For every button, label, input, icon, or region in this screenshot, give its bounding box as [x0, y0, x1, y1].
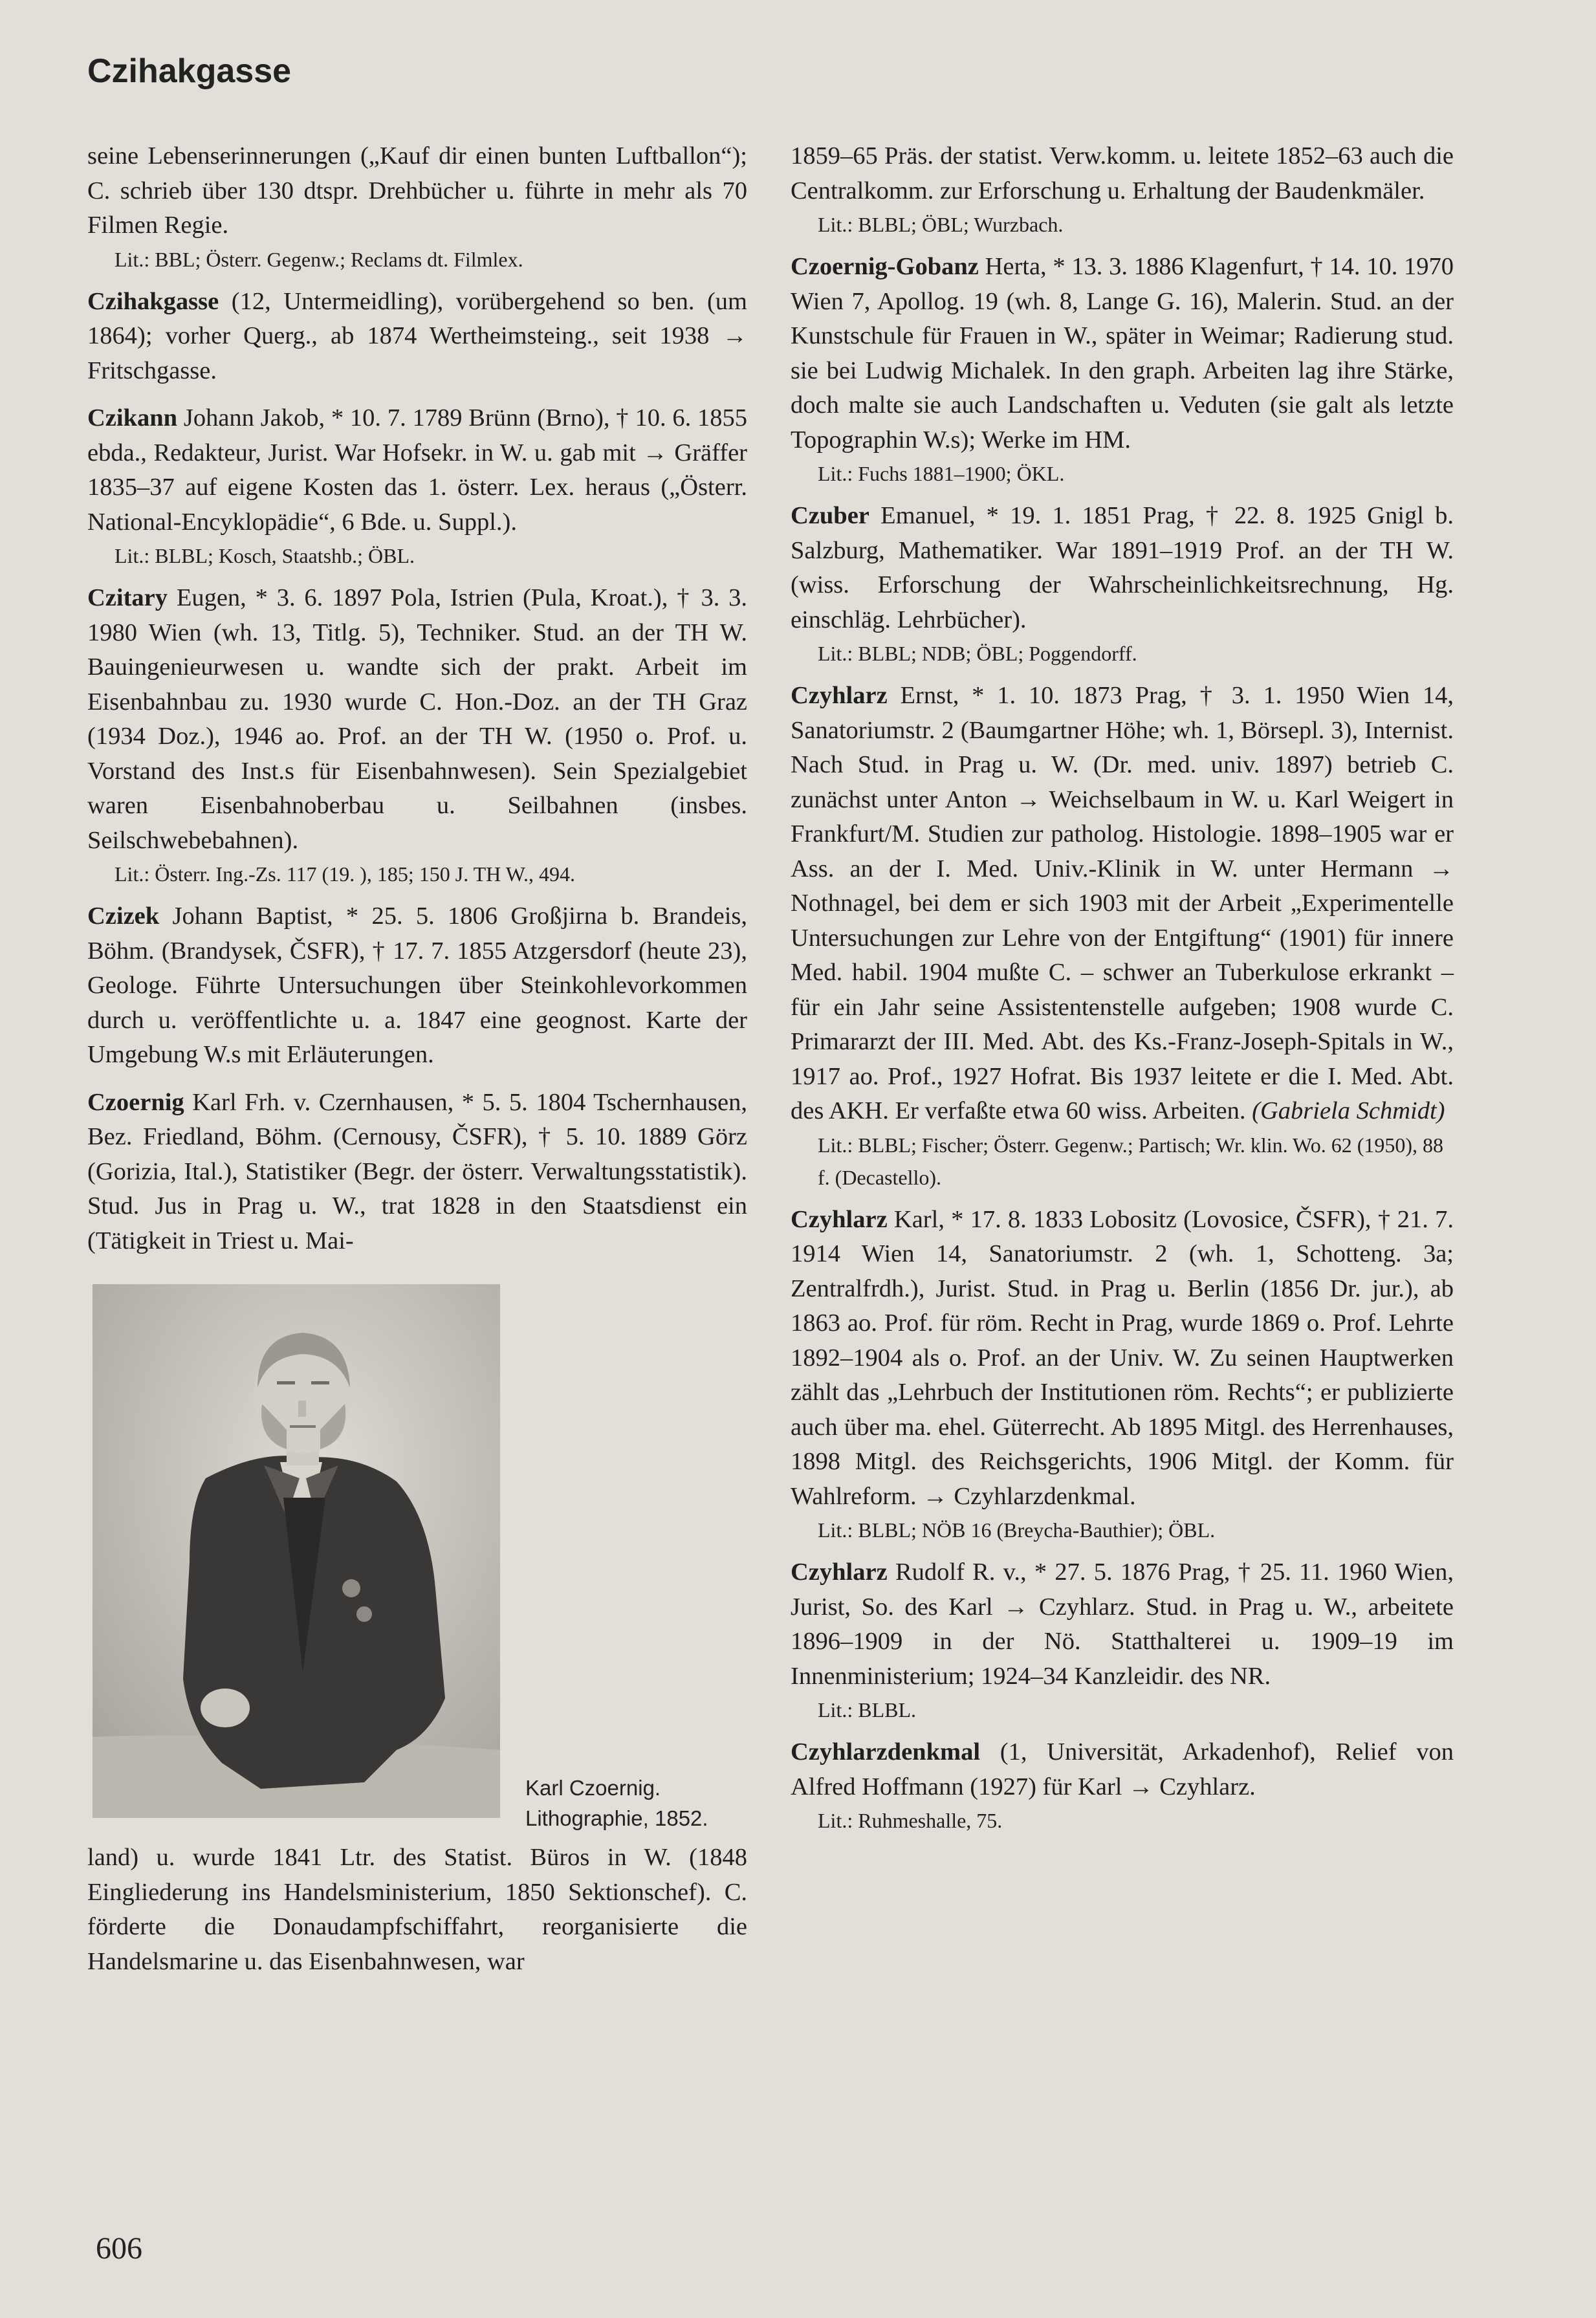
literature-line: Lit.: Österr. Ing.-Zs. 117 (19. ), 185; 150 J. TH W., 494.	[115, 862, 575, 886]
entry-czitary: Czitary Eugen, * 3. 6. 1897 Pola, Istrien (Pula, Kroat.), † 3. 3. 1980 Wien (wh. 13, Titlg. 5), Techniker. Stud. an der TH W. Bauingenieurwesen u. wandte sich der prakt. Arbeit im Eisenbahnbau zu. 1930 wurde C. Hon.-Doz. an der TH Graz (1934 Doz.), 1946 ao. Prof. an der TH W. (1950 o. Prof. u. Vorstand des Inst.s für Eisenbahnwesen). Sein Spezialgebiet waren Eisenbahnoberbau u. Seilbahnen (insbes. Seilschwebebahnen).	[87, 584, 748, 854]
lemma: Czitary	[87, 584, 168, 611]
literature-line: Lit.: BLBL; NÖB 16 (Breycha-Bauthier); ÖBL.	[818, 1518, 1216, 1542]
literature-line: Lit.: BLBL; NDB; ÖBL; Poggendorff.	[818, 642, 1137, 665]
lemma: Czihakgasse	[87, 287, 219, 315]
portrait-lithograph	[93, 1284, 500, 1818]
entry-czoernig-end: 1859–65 Präs. der statist. Verw.komm. u. leitete 1852–63 auch die Centralkomm. zur Erforschung u. Erhaltung der Baudenkmäler.	[791, 142, 1454, 204]
entry: seine Lebenserinnerungen („Kauf dir einen bunten Luftballon“); C. schrieb über 130 dtspr. Drehbücher u. führte in mehr als 70 Filmen Regie.	[87, 142, 747, 239]
portrait-figure	[87, 1284, 747, 1830]
entry-czizek: Czizek Johann Baptist, * 25. 5. 1806 Großjirna b. Brandeis, Böhm. (Brandysek, ČSFR), † 17. 7. 1855 Atzgersdorf (heute 23), Geologe. Führte Untersuchungen über Steinkohlevorkommen durch u. veröffentlichte u. a. 1847 eine geognost. Karte der Umgebung W.s mit Erläuterungen.	[87, 902, 747, 1068]
literature-line: Lit.: BLBL; Fischer; Österr. Gegenw.; Partisch; Wr. klin. Wo. 62 (1950), 88 f. (Decastello).	[818, 1133, 1443, 1189]
lemma: Czizek	[87, 902, 160, 930]
lemma: Czyhlarz	[791, 1558, 888, 1586]
lemma: Czoernig-Gobanz	[791, 253, 979, 280]
lemma: Czoernig	[87, 1088, 184, 1116]
entry-czyhlarz-rudolf: Czyhlarz Rudolf R. v., * 27. 5. 1876 Prag, † 25. 11. 1960 Wien, Jurist, So. des Karl → Czyhlarz. Stud. in Prag u. W., arbeitete 1896–1909 in der Nö. Statthalterei u. 1909–19 im Innenministerium; 1924–34 Kanzleidir. des NR.	[791, 1558, 1454, 1690]
entry-czyhlarz-karl: Czyhlarz Karl, * 17. 8. 1833 Lobositz (Lovosice, ČSFR), † 21. 7. 1914 Wien 14, Sanatoriumstr. 2 (wh. 1, Schotteng. 3a; Zentralfrdh.), Jurist. Stud. in Prag u. Berlin (1856 Dr. jur.), ab 1863 ao. Prof. für röm. Recht in Prag, wurde 1869 o. Prof. Lehrte 1892–1904 als o. Prof. an der Univ. W. Zu seinen Hauptwerken zählt das „Lehrbuch der Institutionen röm. Rechts“; er publizierte auch über ma. ehel. Güterrecht. Ab 1895 Mitgl. des Herrenhauses, 1898 Mitgl. des Reichsgerichts, 1906 Mitgl. der Komm. für Wahlreform. → Czyhlarzdenkmal.	[791, 1205, 1454, 1510]
literature-line: Lit.: BLBL; ÖBL; Wurzbach.	[818, 213, 1064, 236]
lemma: Czyhlarzdenkmal	[791, 1738, 981, 1766]
lemma: Czikann	[87, 404, 178, 432]
literature-line: Lit.: Ruhmeshalle, 75.	[818, 1809, 1003, 1832]
literature-line: Lit.: BBL; Österr. Gegenw.; Reclams dt. Filmlex.	[115, 247, 523, 271]
author-signature: (Gabriela Schmidt)	[1252, 1097, 1445, 1124]
entry-czoernig: Czoernig Karl Frh. v. Czernhausen, * 5. 5. 1804 Tschernhausen, Bez. Friedland, Böhm. (Cernousy, ČSFR), † 5. 10. 1889 Görz (Gorizia, Ital.), Statistiker (Begr. der österr. Verwaltungsstatistik). Stud. Jus in Prag u. W., trat 1828 in den Staatsdienst ein (Tätigkeit in Triest u. Mai-	[87, 1088, 748, 1254]
entry-czyhlarzdenkmal: Czyhlarzdenkmal (1, Universität, Arkadenhof), Relief von Alfred Hoffmann (1927) für Karl → Czyhlarz.	[791, 1738, 1454, 1800]
literature-line: Lit.: BLBL; Kosch, Staatshb.; ÖBL.	[115, 544, 415, 567]
lemma: Czyhlarz	[791, 682, 888, 709]
lemma: Czyhlarz	[791, 1205, 888, 1233]
entry-czoernig-continued: land) u. wurde 1841 Ltr. des Statist. Büros in W. (1848 Eingliederung ins Handelsministerium, 1850 Sektionschef). C. förderte die Donaudampfschiffahrt, reorganisierte die Handelsmarine u. das Eisenbahnwesen, war	[87, 1844, 747, 1975]
figure-caption: Karl Czoernig. Lithographie, 1852.	[525, 1776, 708, 1830]
entry-czyhlarz-ernst: Czyhlarz Ernst, * 1. 10. 1873 Prag, † 3. 1. 1950 Wien 14, Sanatoriumstr. 2 (Baumgartner Höhe; wh. 1, Börsepl. 3), Internist. Nach Stud. in Prag u. W. (Dr. med. univ. 1897) betrieb C. zunächst unter Anton → Weichselbaum in W. u. Karl Weigert in Frankfurt/M. Studien zur patholog. Histologie. 1898–1905 war er Ass. an der I. Med. Univ.-Klinik in W. unter Hermann → Nothnagel, bei dem er sich 1903 mit der Arbeit „Experimentelle Untersuchungen zur Lehre von der Entgiftung“ (1901) für innere Med. habil. 1904 mußte C. – schwer an Tuberkulose erkrankt – für ein Jahr seine Assistentenstelle aufgeben; 1908 wurde C. Primararzt der III. Med. Abt. des Ks.-Franz-Joseph-Spitals in W., 1917 ao. Prof., 1927 Hofrat. Bis 1937 leitete er die I. Med. Abt. des AKH. Er verfaßte etwa 60 wiss. Arbeiten. (Gabriela Schmidt)	[791, 682, 1454, 1124]
page-number: 606	[96, 2231, 142, 2266]
entry-czoernig-gobanz: Czoernig-Gobanz Herta, * 13. 3. 1886 Klagenfurt, † 14. 10. 1970 Wien 7, Apollog. 19 (wh. 8, Lange G. 16), Malerin. Stud. an der Kunstschule für Frauen in W., später in Weimar; Radierung stud. sie bei Ludwig Michalek. In den graph. Arbeiten lag ihre Stärke, doch malte sie auch Landschaften u. Veduten (sie galt als letzte Topographin W.s); Werke im HM.	[791, 253, 1454, 454]
entry-czuber: Czuber Emanuel, * 19. 1. 1851 Prag, † 22. 8. 1925 Gnigl b. Salzburg, Mathematiker. War 1891–1919 Prof. an der TH W. (wiss. Erforschung der Wahrscheinlichkeitsrechnung, Hg. einschläg. Lehrbücher).	[791, 502, 1454, 633]
right-column	[791, 139, 1454, 1846]
literature-line: Lit.: BLBL.	[818, 1698, 916, 1722]
literature-line: Lit.: Fuchs 1881–1900; ÖKL.	[818, 462, 1065, 485]
running-head: Czihakgasse	[87, 52, 292, 90]
lemma: Czuber	[791, 502, 869, 529]
entry-czihakgasse: Czihakgasse (12, Untermeidling), vorübergehend so ben. (um 1864); vorher Querg., ab 1874 Wertheimsteing., seit 1938 → Fritschgasse.	[87, 287, 747, 384]
left-column	[87, 139, 747, 1979]
entry-czikann: Czikann Johann Jakob, * 10. 7. 1789 Brünn (Brno), † 10. 6. 1855 ebda., Redakteur, Jurist. War Hofsekr. in W. u. gab mit → Gräffer 1835–37 auf eigene Kosten das 1. österr. Lex. heraus („Österr. National-Encyklopädie“, 6 Bde. u. Suppl.).	[87, 404, 747, 536]
